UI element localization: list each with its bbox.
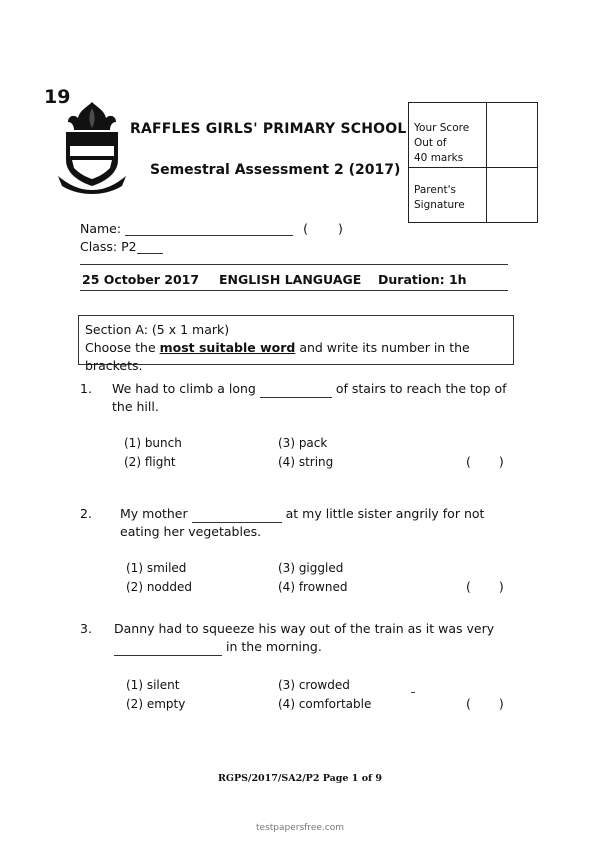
score-box (408, 102, 538, 223)
question-2: 2. My mother at my little sister angrily for not eating her vegetables. (1) smiled (2) nodded (3) giggled (4) frowned ( ) (80, 506, 504, 594)
school-crest-logo (56, 98, 128, 194)
name-blank[interactable] (125, 223, 293, 236)
question-1: 1. We had to climb a long of stairs to reach the top of the hill. (1) bunch (2) flight (3) pack (4) string ( ) (80, 381, 507, 469)
class-blank[interactable] (137, 241, 163, 254)
assessment-title: Semestral Assessment 2 (2017) (150, 162, 401, 178)
page-number: 19 (44, 86, 71, 108)
divider-top (80, 264, 508, 265)
answer-blank[interactable] (114, 644, 222, 656)
name-field[interactable]: Name: ( ) (80, 221, 343, 236)
option-4: (4) frowned (278, 580, 348, 594)
option-3: (3) pack (278, 436, 328, 450)
answer-blank[interactable] (260, 386, 332, 398)
divider-bottom (80, 290, 508, 291)
answer-bracket[interactable]: ( ) (466, 696, 504, 711)
school-name: RAFFLES GIRLS' PRIMARY SCHOOL (130, 121, 407, 137)
exam-duration: Duration: 1h (378, 272, 467, 287)
exam-subject: ENGLISH LANGUAGE (219, 272, 362, 287)
option-2: (2) nodded (126, 580, 192, 594)
watermark: testpapersfree.com (256, 823, 344, 833)
option-2: (2) flight (124, 455, 176, 469)
option-1: (1) silent (126, 678, 180, 692)
parent-signature-label: Parent's Signature (414, 184, 465, 211)
option-3: (3) giggled (278, 561, 344, 575)
section-instruction: Choose the most suitable word and write its number in the brackets. (85, 340, 470, 373)
option-4: (4) string (278, 455, 334, 469)
answer-bracket[interactable]: ( ) (466, 454, 504, 469)
scan-speck (411, 692, 415, 693)
option-1: (1) bunch (124, 436, 182, 450)
answer-bracket[interactable]: ( ) (466, 579, 504, 594)
exam-date: 25 October 2017 (82, 272, 200, 287)
option-2: (2) empty (126, 697, 186, 711)
score-label: Your Score Out of 40 marks (414, 122, 470, 164)
page-footer: RGPS/2017/SA2/P2 Page 1 of 9 (217, 773, 383, 784)
section-instructions (78, 315, 514, 373)
section-title: Section A: (5 x 1 mark) (85, 322, 230, 337)
question-3: 3. Danny had to squeeze his way out of the train as it was very in the morning. (1) silent (2) empty (3) crowded (4) comfortable ( ) (80, 621, 504, 711)
answer-blank[interactable] (192, 511, 282, 523)
option-1: (1) smiled (126, 561, 187, 575)
option-3: (3) crowded (278, 678, 350, 692)
class-field[interactable]: Class: P2 (80, 239, 163, 254)
option-4: (4) comfortable (278, 697, 372, 711)
